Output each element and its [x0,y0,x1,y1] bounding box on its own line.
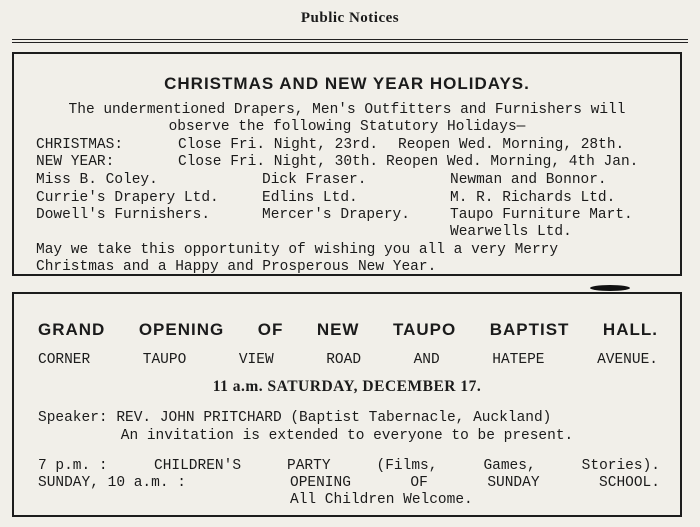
closing-text: May we take this opportunity of wishing you all a very Merry [36,242,559,258]
christmas-label: CHRISTMAS: [36,137,124,153]
address-word: AVENUE. [597,352,658,368]
title-word: OPENING [138,320,225,339]
event-word: (Films, [376,458,438,474]
title-word: HALL. [602,320,658,339]
firm-name: Currie's Drapery Ltd. [36,190,219,206]
notice-title [38,320,658,340]
firm-name: Wearwells Ltd. [450,224,572,240]
baptist-hall-notice [12,292,682,517]
closing-text: Christmas and a Happy and Prosperous New Year. [36,259,437,275]
firm-name: Dick Fraser. [262,172,367,188]
invitation: An invitation is extended to everyone to be present. [120,428,574,444]
firm-name: Edlins Ltd. [262,190,358,206]
intro-text: The undermentioned Drapers, Men's Outfitters and Furnishers will [68,102,626,118]
address-word: CORNER [38,352,91,368]
event-word: PARTY [287,458,331,474]
welcome: All Children Welcome. [290,492,473,508]
address-word: VIEW [238,352,274,368]
firm-name: Dowell's Furnishers. [36,207,211,223]
event-word: OPENING [290,475,351,491]
christmas-close: Close Fri. Night, 23rd. [178,137,379,153]
firm-name: Newman and Bonnor. [450,172,607,188]
title-word: GRAND [38,320,106,339]
intro-text: observe the following Statutory Holidays— [168,119,526,135]
notice-title: CHRISTMAS AND NEW YEAR HOLIDAYS. [164,74,530,93]
firm-name: Miss B. Coley. [36,172,158,188]
divider [12,39,688,40]
firm-name: M. R. Richards Ltd. [450,190,616,206]
speaker: Speaker: REV. JOHN PRITCHARD (Baptist Tabernacle, Auckland) [38,410,552,426]
title-word: NEW [316,320,360,339]
event-word: SUNDAY [487,475,540,491]
sunday-event [290,475,660,491]
address-word: TAUPO [142,352,187,368]
address [38,352,658,368]
event-word: Stories). [581,458,660,474]
newyear-close: Close Fri. Night, 30th. [178,154,379,170]
newyear-reopen: Reopen Wed. Morning, 4th Jan. [386,154,639,170]
sunday-time: SUNDAY, 10 a.m. : [38,475,186,491]
event-time: 11 a.m. SATURDAY, DECEMBER 17. [212,378,482,395]
evening-time: 7 p.m. : [38,458,108,474]
event-word: Games, [483,458,536,474]
address-word: HATEPE [492,352,545,368]
page-title: Public Notices [300,10,400,26]
event-word: SCHOOL. [599,475,660,491]
event-word: OF [410,475,428,491]
ink-smudge [590,285,630,291]
address-word: AND [413,352,440,368]
title-word: TAUPO [392,320,457,339]
title-word: BAPTIST [489,320,570,339]
holiday-notice [12,52,682,276]
title-word: OF [257,320,284,339]
christmas-reopen: Reopen Wed. Morning, 28th. [398,137,625,153]
event-word: CHILDREN'S [154,458,242,474]
divider [12,42,688,43]
newyear-label: NEW YEAR: [36,154,115,170]
evening-event [154,458,660,474]
firm-name: Taupo Furniture Mart. [450,207,633,223]
address-word: ROAD [326,352,362,368]
firm-name: Mercer's Drapery. [262,207,410,223]
